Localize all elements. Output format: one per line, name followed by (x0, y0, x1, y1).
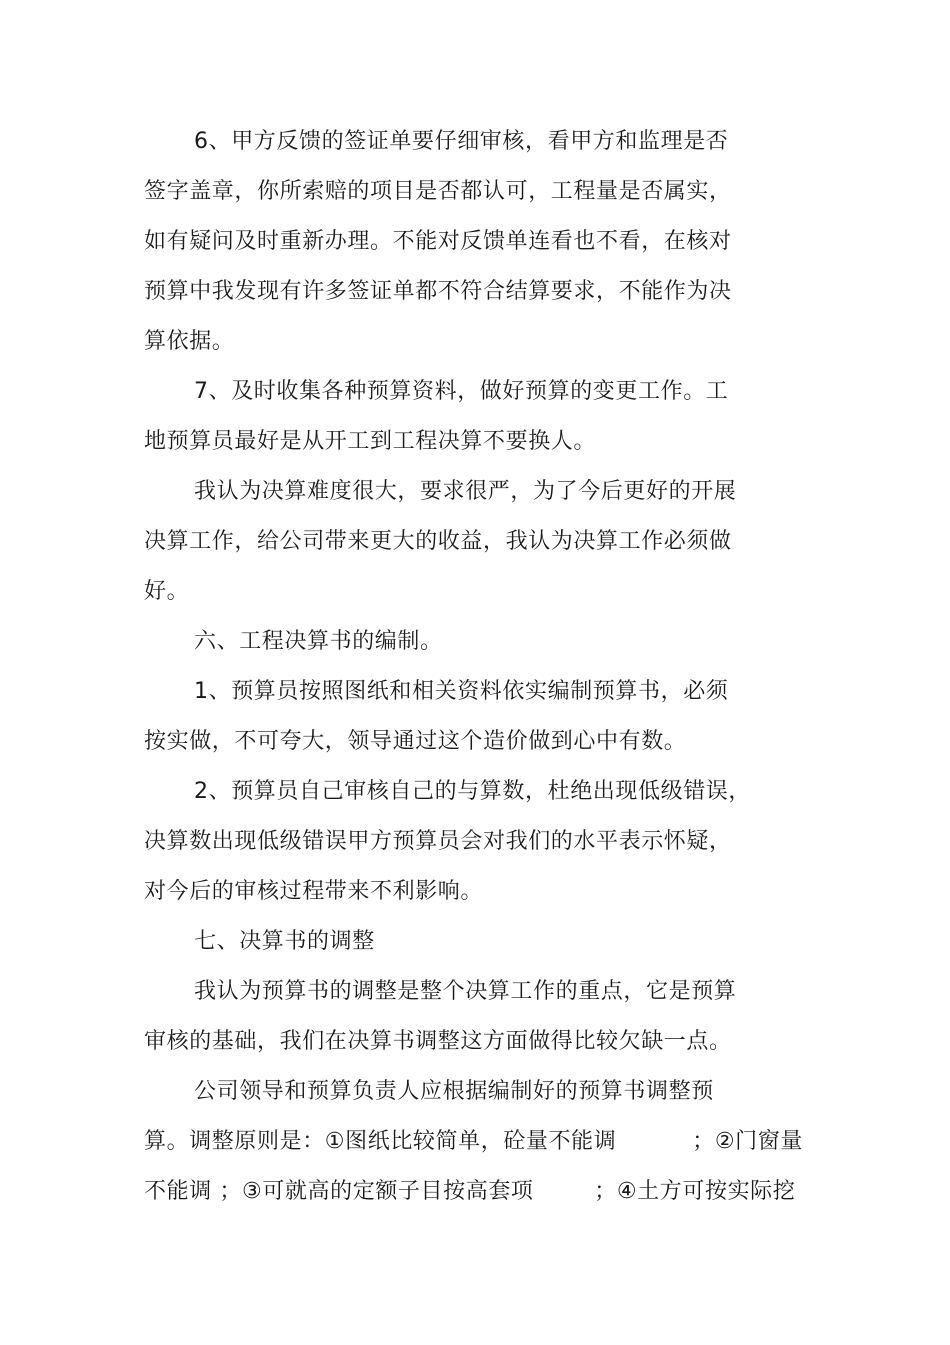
text-line: 6、甲方反馈的签证单要仔细审核，看甲方和监理是否 (194, 129, 729, 154)
text-line: 预算中我发现有许多签证单都不符合结算要求，不能作为决 (144, 279, 732, 304)
text-line: 如有疑问及时重新办理。不能对反馈单连看也不看，在核对 (144, 229, 732, 254)
text-line: 1、预算员按照图纸和相关资料依实编制预算书，必须 (194, 679, 729, 704)
text-line: 地预算员最好是从开工到工程决算不要换人。 (144, 429, 597, 454)
text-line: 决算数出现低级错误甲方预算员会对我们的水平表示怀疑， (144, 829, 732, 854)
text-line: 对今后的审核过程带来不利影响。 (144, 879, 484, 904)
text-line: 按实做，不可夸大，领导通过这个造价做到心中有数。 (144, 729, 687, 754)
section-heading: 七、决算书的调整 (194, 929, 375, 954)
text-line: 签字盖章，你所索赔的项目是否都认可，工程量是否属实， (144, 179, 732, 204)
text-line: 决算工作，给公司带来更大的收益，我认为决算工作必须做 (144, 529, 732, 554)
text-line: 不能调 ；③可就高的定额子目按高套项 ；④土方可按实际挖 (144, 1179, 796, 1204)
text-line: 7、及时收集各种预算资料，做好预算的变更工作。工 (194, 379, 729, 404)
text-line: 算依据。 (144, 329, 235, 354)
text-line: 算。调整原则是：①图纸比较简单，砼量不能调 ；②门窗量 (144, 1129, 803, 1154)
section-heading: 六、工程决算书的编制。 (194, 629, 443, 654)
text-line: 好。 (144, 579, 190, 604)
text-line: 我认为决算难度很大，要求很严，为了今后更好的开展 (194, 479, 737, 504)
text-line: 公司领导和预算负责人应根据编制好的预算书调整预 (194, 1079, 714, 1104)
text-line: 我认为预算书的调整是整个决算工作的重点，它是预算 (194, 979, 737, 1004)
text-line: 审核的基础，我们在决算书调整这方面做得比较欠缺一点。 (144, 1029, 732, 1054)
text-line: 2、预算员自己审核自己的与算数，杜绝出现低级错误， (194, 779, 751, 804)
